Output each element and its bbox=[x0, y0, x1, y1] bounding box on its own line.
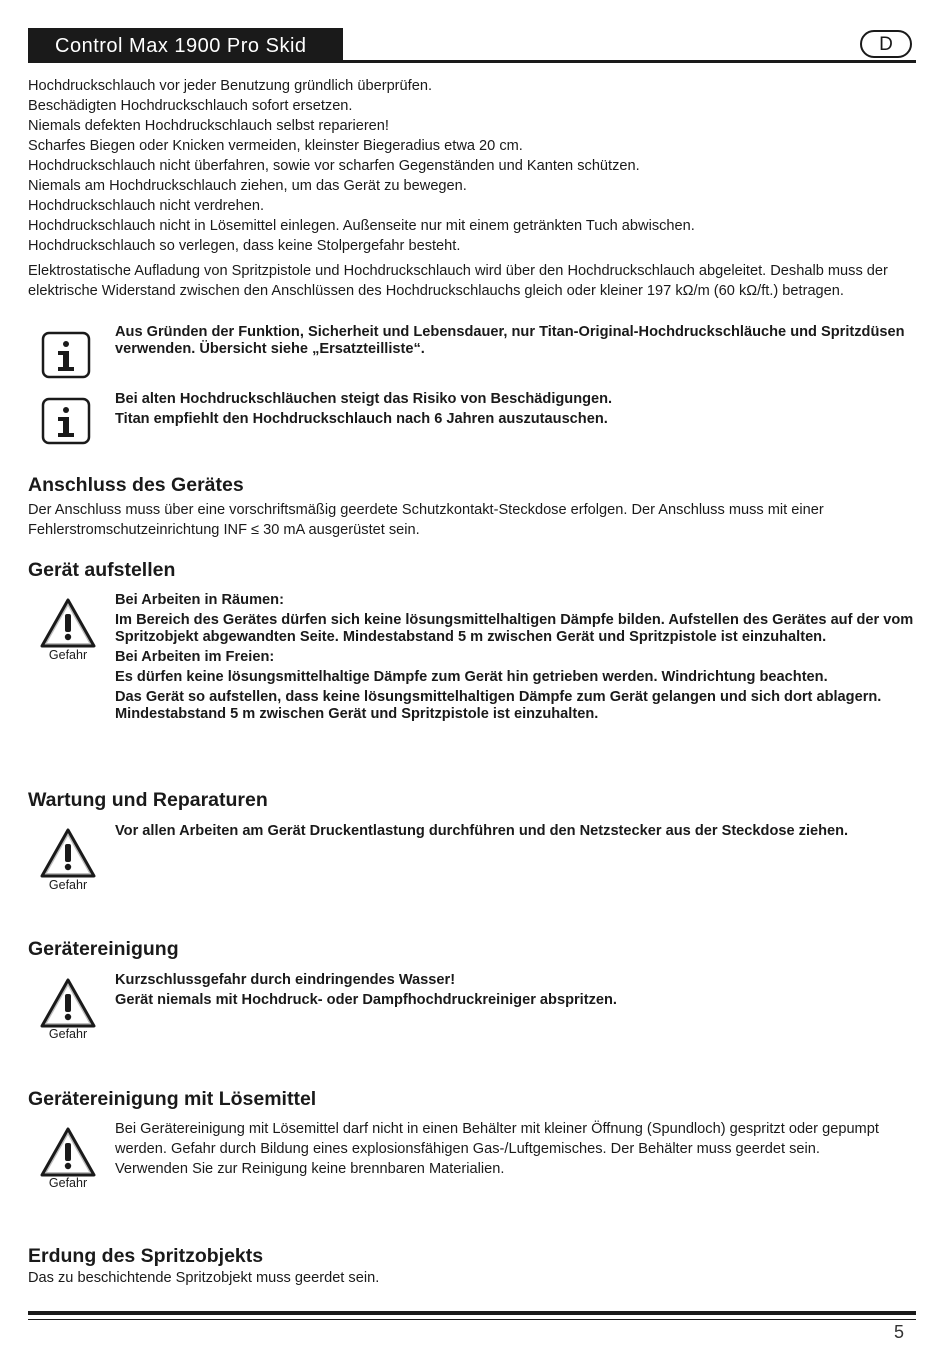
connection-paragraph: Der Anschluss muss über eine vorschriftsmäßig geerdete Schutzkontakt-Steckdose erfolgen. Der Anschluss muss mit einer Fehlerstromschutzeinrichtung INF ≤ 30 mA ausgerüstet sein. bbox=[28, 502, 824, 538]
warning-line: Gerät niemals mit Hochdruck- oder Dampfhochdruckreiniger abspritzen. bbox=[115, 992, 617, 1008]
hose-care-list bbox=[28, 76, 908, 256]
footer-rule-thin bbox=[28, 1319, 916, 1320]
document-title: Control Max 1900 Pro Skid bbox=[28, 28, 343, 63]
section-heading-cleaning: Gerätereinigung bbox=[28, 938, 179, 960]
warning-triangle-icon bbox=[39, 827, 97, 879]
info-icon bbox=[41, 397, 91, 445]
warning-triangle-icon bbox=[39, 1126, 97, 1178]
info-note-hose-age bbox=[115, 391, 915, 431]
language-badge: D bbox=[860, 30, 912, 58]
cleaning-warning-text bbox=[115, 972, 915, 1012]
info-icon bbox=[41, 331, 91, 379]
hose-care-line: Niemals am Hochdruckschlauch ziehen, um das Gerät zu bewegen. bbox=[28, 178, 467, 194]
section-heading-connection: Anschluss des Gerätes bbox=[28, 474, 244, 496]
maintenance-warning-text bbox=[115, 823, 915, 843]
danger-label: Gefahr bbox=[48, 1027, 88, 1041]
info-note-text: Titan empfiehlt den Hochdruckschlauch nach 6 Jahren auszutauschen. bbox=[115, 411, 608, 427]
danger-label: Gefahr bbox=[48, 648, 88, 662]
warning-line: Kurzschlussgefahr durch eindringendes Wasser! bbox=[115, 972, 456, 988]
hose-care-line: Hochdruckschlauch so verlegen, dass keine Stolpergefahr besteht. bbox=[28, 238, 461, 254]
info-note-text: Aus Gründen der Funktion, Sicherheit und Lebensdauer, nur Titan-Original-Hochdruckschläuche und Spritzdüsen verwenden. Übersicht siehe „Ersatzteilliste“. bbox=[115, 324, 905, 357]
warning-line: Das Gerät so aufstellen, dass keine lösungsmittelhaltigen Dämpfe zum Gerät gelangen und sich dort ablagern. Mindestabstand 5 m zwischen Gerät und Spritzpistole ist einzuhalten. bbox=[115, 689, 882, 722]
grounding-paragraph: Das zu beschichtende Spritzobjekt muss geerdet sein. bbox=[28, 1270, 380, 1286]
section-heading-solvent-cleaning: Gerätereinigung mit Lösemittel bbox=[28, 1088, 317, 1110]
hose-care-line: Hochdruckschlauch nicht überfahren, sowie vor scharfen Gegenständen und Kanten schützen. bbox=[28, 158, 640, 174]
hose-care-line: Hochdruckschlauch nicht in Lösemittel einlegen. Außenseite nur mit einem getränkten Tuch abwischen. bbox=[28, 218, 695, 234]
setup-warning-text bbox=[115, 592, 915, 726]
page-number: 5 bbox=[894, 1322, 905, 1342]
warning-line: Vor allen Arbeiten am Gerät Druckentlastung durchführen und den Netzstecker aus der Steckdose ziehen. bbox=[115, 823, 849, 839]
warning-line: Bei Arbeiten in Räumen: bbox=[115, 592, 284, 608]
footer-rule bbox=[28, 1311, 916, 1315]
warning-triangle-icon bbox=[39, 597, 97, 649]
info-note-original-parts bbox=[115, 324, 915, 361]
hose-care-line: Scharfes Biegen oder Knicken vermeiden, kleinster Biegeradius etwa 20 cm. bbox=[28, 138, 523, 154]
hose-care-line: Hochdruckschlauch nicht verdrehen. bbox=[28, 198, 265, 214]
electrostatic-paragraph: Elektrostatische Aufladung von Spritzpistole und Hochdruckschlauch wird über den Hochdruckschlauch abgeleitet. Deshalb muss der elektrische Widerstand zwischen den Anschlüssen des Hochdruckschlauchs gleich oder kleiner 197 kΩ/m (60 kΩ/ft.) betragen. bbox=[28, 263, 888, 299]
section-heading-maintenance: Wartung und Reparaturen bbox=[28, 789, 268, 811]
hose-care-line: Niemals defekten Hochdruckschlauch selbst reparieren! bbox=[28, 118, 389, 134]
warning-line: Bei Gerätereinigung mit Lösemittel darf nicht in einen Behälter mit kleiner Öffnung (Spundloch) gespritzt oder gepumpt werden. Gefahr durch Bildung eines explosionsfähigen Gas-/Luftgemisches. Der Behälter muss geerdet sein. bbox=[115, 1121, 879, 1157]
danger-label: Gefahr bbox=[48, 1176, 88, 1190]
info-note-text: Bei alten Hochdruckschläuchen steigt das Risiko von Beschädigungen. bbox=[115, 391, 613, 407]
solvent-cleaning-warning-text bbox=[115, 1119, 915, 1179]
warning-line: Bei Arbeiten im Freien: bbox=[115, 649, 275, 665]
section-heading-setup: Gerät aufstellen bbox=[28, 559, 176, 581]
warning-line: Es dürfen keine lösungsmittelhaltige Dämpfe zum Gerät hin getrieben werden. Windrichtung beachten. bbox=[115, 669, 828, 685]
hose-care-line: Hochdruckschlauch vor jeder Benutzung gründlich überprüfen. bbox=[28, 78, 433, 94]
section-heading-grounding: Erdung des Spritzobjekts bbox=[28, 1245, 264, 1267]
warning-line: Im Bereich des Gerätes dürfen sich keine lösungsmittelhaltigen Dämpfe bilden. Aufstellen des Gerätes auf der vom Spritzobjekt abgewandten Seite. Mindestabstand 5 m zwischen Gerät und Spritzpistole ist einzuhalten. bbox=[115, 612, 914, 645]
warning-line: Verwenden Sie zur Reinigung keine brennbaren Materialien. bbox=[115, 1161, 505, 1177]
hose-care-line: Beschädigten Hochdruckschlauch sofort ersetzen. bbox=[28, 98, 353, 114]
warning-triangle-icon bbox=[39, 977, 97, 1029]
danger-label: Gefahr bbox=[48, 878, 88, 892]
